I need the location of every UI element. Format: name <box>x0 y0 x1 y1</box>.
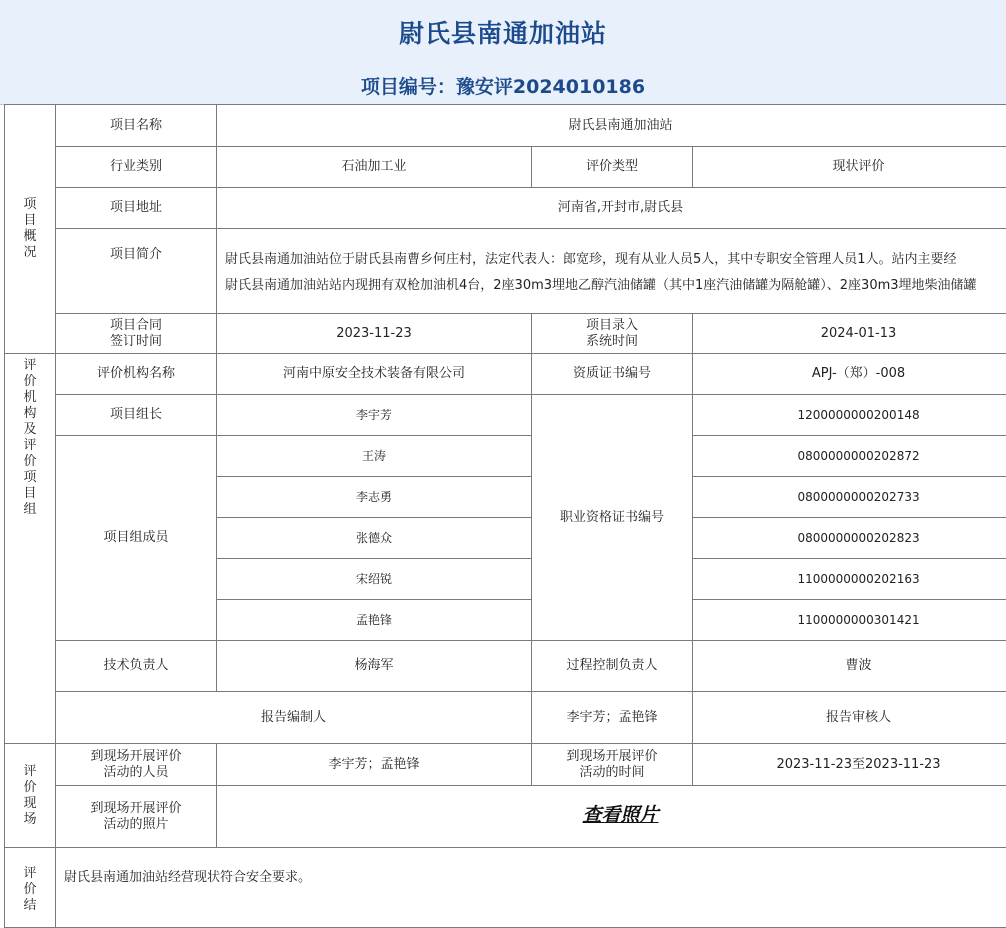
qual-cert-label: 职业资格证书编号 <box>532 395 693 641</box>
site-time-label: 到现场开展评价 活动的时间 <box>532 744 693 786</box>
report-reviewer-label: 报告审核人 <box>693 692 1006 744</box>
section-site-label: 评价现场 <box>5 744 56 848</box>
tech-lead-value: 杨海军 <box>217 641 532 692</box>
process-lead-label: 过程控制负责人 <box>532 641 693 692</box>
entry-time-value: 2024-01-13 <box>693 314 1006 354</box>
site-photo-label: 到现场开展评价 活动的照片 <box>56 786 217 848</box>
site-persons-label: 到现场开展评价 活动的人员 <box>56 744 217 786</box>
member-name: 宋绍锐 <box>217 559 532 600</box>
members-label: 项目组成员 <box>56 436 217 641</box>
member-cert: 1100000000301421 <box>693 600 1006 641</box>
org-name-value: 河南中原安全技术装备有限公司 <box>217 354 532 395</box>
leader-label: 项目组长 <box>56 395 217 436</box>
page-title: 尉氏县南通加油站 <box>0 14 1006 50</box>
member-cert: 0800000000202733 <box>693 477 1006 518</box>
eval-type-label: 评价类型 <box>532 147 693 188</box>
member-name: 孟艳锋 <box>217 600 532 641</box>
section-conclusion-label: 评价结 <box>5 848 56 928</box>
section-org-label: 评价机构及评价项目组 <box>5 354 56 744</box>
contract-time-value: 2023-11-23 <box>217 314 532 354</box>
page-header <box>0 0 1006 105</box>
report-author-label: 报告编制人 <box>56 692 532 744</box>
project-name-value: 尉氏县南通加油站 <box>217 105 1006 147</box>
project-number: 项目编号：豫安评2024010186 <box>0 72 1006 99</box>
site-persons-value: 李宇芳；孟艳锋 <box>217 744 532 786</box>
report-author-value: 李宇芳；孟艳锋 <box>532 692 693 744</box>
address-value: 河南省,开封市,尉氏县 <box>217 188 1006 229</box>
industry-value: 石油加工业 <box>217 147 532 188</box>
intro-line: 尉氏县南通加油站位于尉氏县南曹乡何庄村，法定代表人：郎宽珍，现有从业人员5人，其中专职安全管理人员1人。站内主要经 <box>225 247 1006 273</box>
address-label: 项目地址 <box>56 188 217 229</box>
member-cert: 0800000000202872 <box>693 436 1006 477</box>
member-name: 李宇芳 <box>217 395 532 436</box>
view-photos-link[interactable]: 查看照片 <box>583 804 659 826</box>
project-name-label: 项目名称 <box>56 105 217 147</box>
cert-label: 资质证书编号 <box>532 354 693 395</box>
org-name-label: 评价机构名称 <box>56 354 217 395</box>
tech-lead-label: 技术负责人 <box>56 641 217 692</box>
intro-line: 尉氏县南通加油站站内现拥有双枪加油机4台，2座30m3埋地乙醇汽油储罐（其中1座汽油储罐为隔舱罐）、2座30m3埋地柴油储罐 <box>225 273 1006 299</box>
industry-label: 行业类别 <box>56 147 217 188</box>
member-name: 李志勇 <box>217 477 532 518</box>
site-time-value: 2023-11-23至2023-11-23 <box>693 744 1006 786</box>
intro-label: 项目简介 <box>56 229 217 314</box>
member-cert: 1100000000202163 <box>693 559 1006 600</box>
site-photo-cell <box>217 786 1006 848</box>
process-lead-value: 曹波 <box>693 641 1006 692</box>
conclusion-text: 尉氏县南通加油站经营现状符合安全要求。 <box>56 848 1006 928</box>
member-name: 张德众 <box>217 518 532 559</box>
cert-value: APJ-（郑）-008 <box>693 354 1006 395</box>
member-cert: 0800000000202823 <box>693 518 1006 559</box>
entry-time-label: 项目录入 系统时间 <box>532 314 693 354</box>
project-info-table <box>4 104 1006 928</box>
member-cert: 1200000000200148 <box>693 395 1006 436</box>
contract-time-label: 项目合同 签订时间 <box>56 314 217 354</box>
eval-type-value: 现状评价 <box>693 147 1006 188</box>
section-overview-label: 项目概况 <box>5 105 56 354</box>
member-name: 王涛 <box>217 436 532 477</box>
intro-text <box>217 229 1006 314</box>
